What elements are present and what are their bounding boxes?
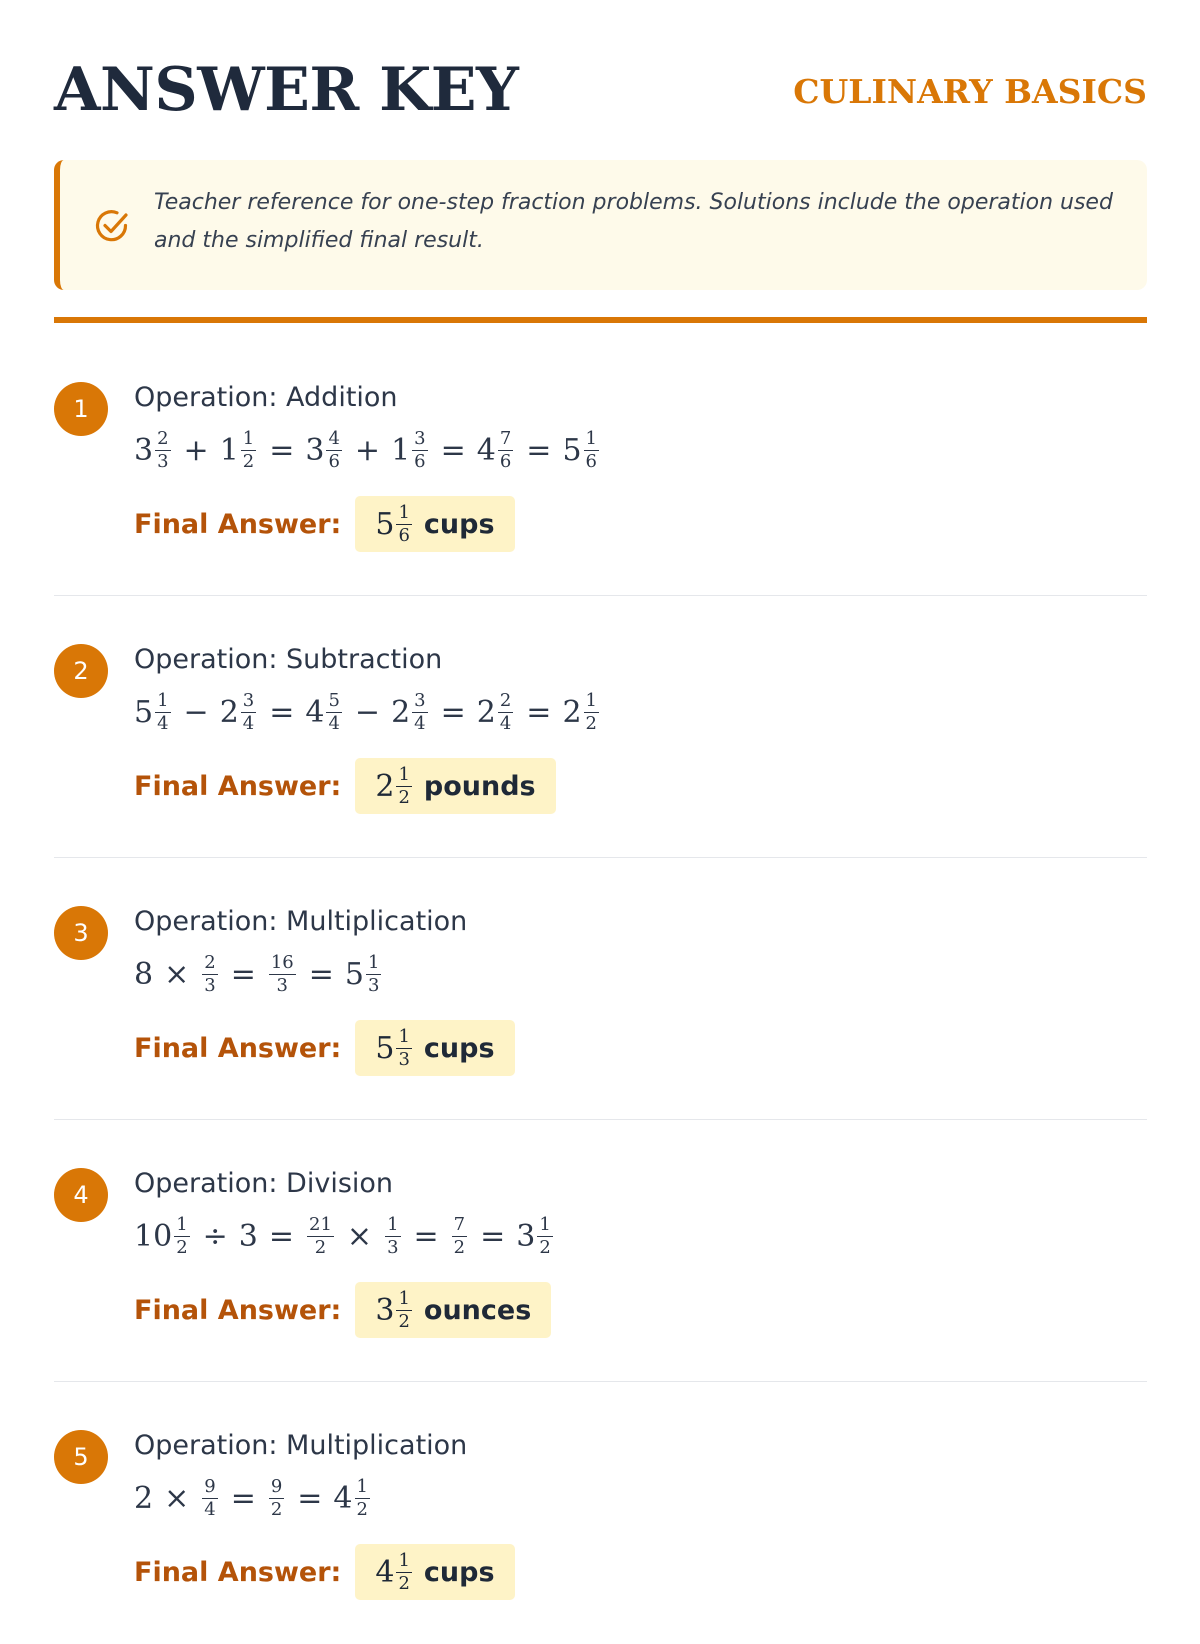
math-operator: =	[440, 432, 466, 468]
page-header	[54, 48, 1147, 128]
denominator: 3	[398, 1048, 410, 1070]
fraction	[498, 427, 513, 472]
mixed-number	[383, 1213, 402, 1258]
numerator: 1	[585, 427, 597, 449]
fraction	[396, 1025, 411, 1070]
denominator: 4	[328, 712, 340, 734]
math-operator: ÷	[202, 1218, 228, 1254]
mixed-number	[375, 763, 414, 808]
subject-label: CULINARY BASICS	[793, 72, 1147, 111]
numerator: 1	[398, 501, 410, 523]
denominator: 2	[585, 712, 597, 734]
fraction	[202, 1475, 217, 1520]
numerator: 7	[499, 427, 512, 449]
worked-solution	[134, 1470, 372, 1526]
whole-part: 10	[134, 1218, 173, 1254]
mixed-number	[476, 427, 516, 472]
math-operator: +	[183, 432, 209, 468]
fraction	[155, 689, 170, 734]
numerator: 1	[398, 1549, 410, 1571]
denominator: 3	[367, 974, 380, 996]
denominator: 2	[398, 1572, 410, 1594]
numerator: 2	[204, 951, 216, 973]
whole-part: 4	[375, 1554, 395, 1590]
whole-part: 4	[476, 432, 496, 468]
denominator: 2	[398, 786, 410, 808]
denominator: 2	[356, 1498, 368, 1520]
fraction	[498, 689, 513, 734]
whole-part: 1	[391, 432, 411, 468]
whole-part: 2	[562, 694, 582, 730]
denominator: 4	[242, 712, 255, 734]
math-operator: =	[440, 694, 466, 730]
final-answer-unit: cups	[423, 1556, 495, 1588]
fraction	[584, 427, 599, 472]
numerator: 1	[367, 951, 380, 973]
operation-label: Operation: Multiplication	[134, 906, 468, 937]
mixed-number	[562, 689, 601, 734]
operation-label: Operation: Addition	[134, 382, 398, 413]
final-answer-label: Final Answer:	[134, 770, 342, 802]
answer-key-page	[54, 0, 1147, 1600]
whole-part: 5	[375, 1030, 395, 1066]
denominator: 6	[414, 450, 426, 472]
final-answer-row	[134, 1020, 515, 1076]
mixed-number	[333, 1475, 372, 1520]
whole-part: 2	[219, 694, 239, 730]
problem-item	[54, 1378, 1147, 1644]
denominator: 2	[242, 450, 255, 472]
numerator: 16	[270, 951, 294, 973]
numerator: 1	[176, 1213, 188, 1235]
whole-part: 5	[344, 956, 364, 992]
final-answer-value	[375, 1025, 414, 1070]
denominator: 4	[414, 712, 426, 734]
operation-label: Operation: Subtraction	[134, 644, 443, 675]
mixed-number	[375, 1025, 414, 1070]
problem-number-badge: 2	[54, 644, 108, 698]
mixed-number	[476, 689, 516, 734]
denominator: 4	[499, 712, 512, 734]
math-operator: −	[354, 694, 381, 730]
math-operator: =	[269, 432, 295, 468]
math-operator: =	[268, 1218, 295, 1254]
fraction	[452, 1213, 467, 1258]
whole-part: 4	[333, 1480, 353, 1516]
mixed-number	[344, 951, 384, 996]
check-circle-icon	[92, 206, 132, 246]
whole-number	[239, 1219, 258, 1254]
denominator: 3	[387, 1236, 399, 1258]
numerator: 1	[356, 1475, 368, 1497]
numerator: 9	[204, 1475, 216, 1497]
mixed-number	[219, 689, 259, 734]
denominator: 2	[398, 1310, 410, 1332]
operation-label: Operation: Multiplication	[134, 1430, 468, 1461]
denominator: 2	[270, 1498, 283, 1520]
fraction	[584, 689, 599, 734]
denominator: 6	[499, 450, 512, 472]
fraction	[174, 1213, 189, 1258]
final-answer-value	[375, 763, 414, 808]
denominator: 6	[585, 450, 597, 472]
final-answer-row	[134, 496, 515, 552]
whole-part: 2	[476, 694, 496, 730]
whole-part: 3	[375, 1292, 395, 1328]
final-answer-box	[355, 758, 555, 814]
teacher-notice	[54, 160, 1147, 290]
math-operator: ×	[164, 956, 190, 992]
mixed-number	[305, 427, 344, 472]
fraction	[241, 427, 256, 472]
denominator: 3	[157, 450, 169, 472]
math-operator: =	[230, 956, 256, 992]
fraction	[366, 951, 381, 996]
whole-part: 5	[562, 432, 582, 468]
numerator: 1	[242, 427, 255, 449]
numerator: 3	[414, 427, 426, 449]
whole-number	[134, 1481, 153, 1516]
operation-label: Operation: Division	[134, 1168, 394, 1199]
fraction	[307, 1213, 334, 1258]
whole-part: 3	[305, 432, 325, 468]
numerator: 9	[270, 1475, 283, 1497]
numerator: 1	[585, 689, 597, 711]
whole-number	[134, 957, 153, 992]
numerator: 1	[157, 689, 169, 711]
fraction	[537, 1213, 552, 1258]
final-answer-unit: pounds	[423, 770, 536, 802]
numerator: 1	[398, 1025, 410, 1047]
fraction	[202, 951, 217, 996]
math-operator: =	[526, 694, 552, 730]
final-answer-box	[355, 496, 514, 552]
math-operator: +	[354, 432, 381, 468]
worked-solution	[134, 684, 601, 740]
numerator: 1	[387, 1213, 399, 1235]
fraction	[412, 427, 427, 472]
numerator: 1	[398, 1287, 410, 1309]
final-answer-value	[375, 1287, 414, 1332]
whole-part: 2	[375, 768, 395, 804]
math-operator: ×	[346, 1218, 373, 1254]
whole-part: 5	[375, 506, 395, 542]
fraction	[269, 951, 296, 996]
mixed-number	[134, 427, 173, 472]
final-answer-value	[375, 1549, 414, 1594]
fraction	[412, 689, 427, 734]
numerator: 2	[157, 427, 169, 449]
numerator: 21	[309, 1213, 332, 1235]
numerator: 1	[539, 1213, 551, 1235]
mixed-number	[267, 1475, 286, 1520]
final-answer-label: Final Answer:	[134, 1294, 342, 1326]
numerator: 7	[453, 1213, 466, 1235]
worked-solution	[134, 422, 601, 478]
mixed-number	[375, 1287, 414, 1332]
mixed-number	[391, 689, 430, 734]
fraction	[396, 501, 411, 546]
whole-part: 3	[516, 1218, 536, 1254]
math-operator: =	[297, 1480, 323, 1516]
denominator: 2	[314, 1236, 327, 1258]
final-answer-box	[355, 1282, 551, 1338]
final-answer-label: Final Answer:	[134, 1556, 342, 1588]
denominator: 3	[204, 974, 216, 996]
denominator: 6	[328, 450, 340, 472]
numerator: 4	[328, 427, 340, 449]
math-operator: =	[269, 694, 295, 730]
worked-solution	[134, 946, 383, 1002]
mixed-number	[305, 689, 344, 734]
whole-part: 2	[134, 1480, 154, 1516]
denominator: 2	[176, 1236, 188, 1258]
final-answer-unit: cups	[423, 508, 495, 540]
worked-solution	[134, 1208, 555, 1264]
final-answer-unit: ounces	[423, 1294, 532, 1326]
mixed-number	[200, 951, 219, 996]
final-answer-box	[355, 1020, 514, 1076]
final-answer-row	[134, 1282, 551, 1338]
final-answer-row	[134, 1544, 515, 1600]
mixed-number	[450, 1213, 469, 1258]
problem-number-badge: 4	[54, 1168, 108, 1222]
fraction	[326, 427, 341, 472]
numerator: 3	[242, 689, 255, 711]
problem-item	[54, 1116, 1147, 1382]
mixed-number	[562, 427, 601, 472]
notice-text: Teacher reference for one-step fraction problems. Solutions include the operation used and the simplified final result.	[154, 190, 1113, 253]
final-answer-box	[355, 1544, 514, 1600]
problem-item	[54, 330, 1147, 596]
fraction	[355, 1475, 370, 1520]
fraction	[396, 763, 411, 808]
final-answer-unit: cups	[423, 1032, 495, 1064]
mixed-number	[391, 427, 430, 472]
whole-part: 2	[391, 694, 411, 730]
fraction	[155, 427, 170, 472]
fraction	[396, 1287, 411, 1332]
math-operator: ×	[164, 1480, 190, 1516]
mixed-number	[200, 1475, 219, 1520]
final-answer-label: Final Answer:	[134, 1032, 342, 1064]
problem-item	[54, 592, 1147, 858]
fraction	[385, 1213, 400, 1258]
mixed-number	[267, 951, 298, 996]
fraction	[326, 689, 341, 734]
mixed-number	[134, 1213, 192, 1258]
problem-item	[54, 854, 1147, 1120]
fraction	[241, 689, 256, 734]
mixed-number	[516, 1213, 555, 1258]
denominator: 2	[453, 1236, 466, 1258]
denominator: 2	[539, 1236, 551, 1258]
fraction	[269, 1475, 284, 1520]
final-answer-value	[375, 501, 414, 546]
whole-part: 3	[238, 1218, 258, 1254]
fraction	[396, 1549, 411, 1594]
numerator: 5	[328, 689, 340, 711]
math-operator: =	[526, 432, 552, 468]
mixed-number	[375, 1549, 414, 1594]
final-answer-row	[134, 758, 556, 814]
denominator: 4	[157, 712, 169, 734]
denominator: 4	[204, 1498, 216, 1520]
math-operator: =	[308, 956, 334, 992]
whole-part: 1	[219, 432, 239, 468]
math-operator: =	[413, 1218, 439, 1254]
mixed-number	[219, 427, 259, 472]
denominator: 3	[276, 974, 288, 996]
problem-number-badge: 3	[54, 906, 108, 960]
numerator: 3	[414, 689, 426, 711]
whole-part: 4	[305, 694, 325, 730]
problem-number-badge: 1	[54, 382, 108, 436]
final-answer-label: Final Answer:	[134, 508, 342, 540]
math-operator: =	[230, 1480, 256, 1516]
numerator: 2	[499, 689, 512, 711]
problem-number-badge: 5	[54, 1430, 108, 1484]
page-title: ANSWER KEY	[54, 55, 519, 125]
whole-part: 5	[134, 694, 154, 730]
mixed-number	[375, 501, 414, 546]
mixed-number	[305, 1213, 336, 1258]
whole-part: 8	[134, 956, 154, 992]
math-operator: −	[183, 694, 209, 730]
whole-part: 3	[134, 432, 154, 468]
mixed-number	[134, 689, 173, 734]
accent-divider	[54, 317, 1147, 323]
math-operator: =	[480, 1218, 506, 1254]
denominator: 6	[398, 524, 410, 546]
numerator: 1	[398, 763, 410, 785]
